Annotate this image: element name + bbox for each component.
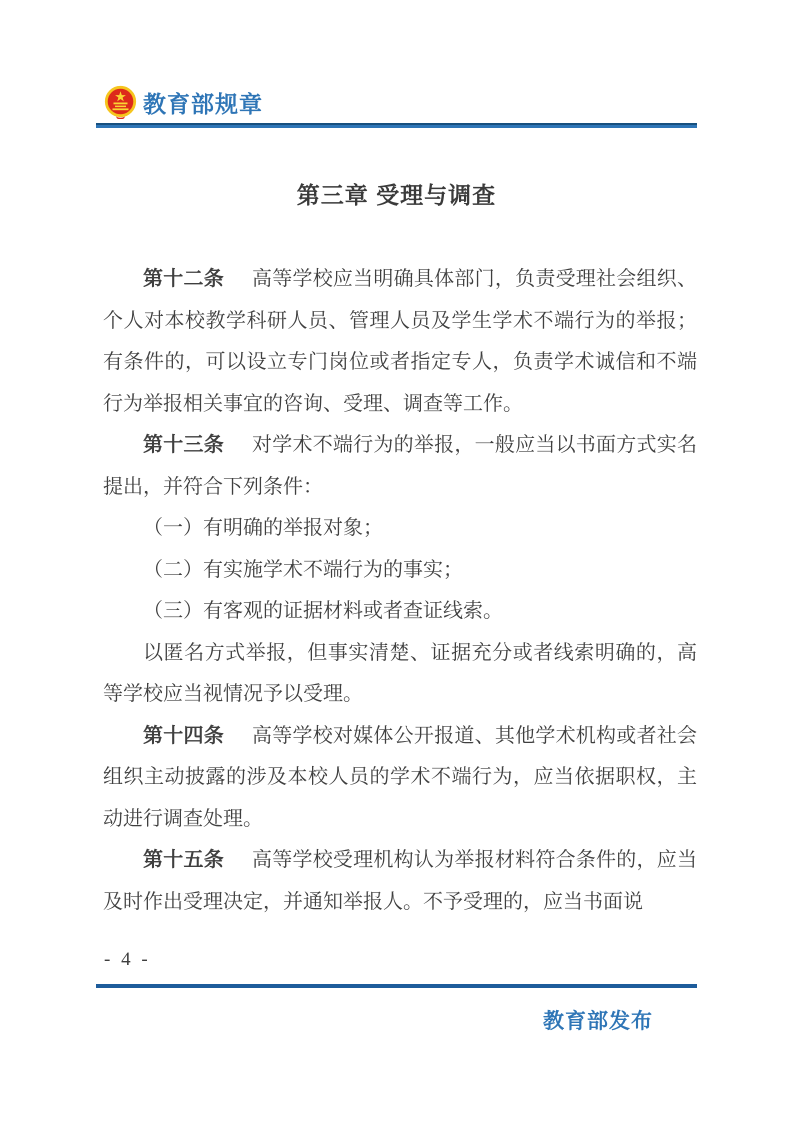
list-item: [103, 550, 697, 592]
article-text: 对学术不端行为的举报，一般应当以书面方式实名提出，并符合下列条件：: [103, 434, 698, 498]
list-item: [103, 591, 697, 633]
publisher-label: 教育部发布: [543, 1010, 653, 1033]
list-item-text: （二）有实施学术不端行为的事实；: [143, 558, 463, 581]
article-paragraph: [103, 259, 697, 425]
article-number-label: 第十三条: [143, 434, 224, 456]
chapter-title: 第三章 受理与调查: [296, 182, 497, 208]
document-body: [103, 259, 697, 923]
list-item: [103, 508, 697, 550]
article-text: 以匿名方式举报，但事实清楚、证据充分或者线索明确的，高等学校应当视情况予以受理。: [103, 641, 697, 705]
article-number-label: 第十五条: [143, 849, 224, 871]
list-item-text: （三）有客观的证据材料或者查证线索。: [143, 600, 503, 622]
article-paragraph: [103, 633, 697, 716]
page-header: [104, 85, 263, 119]
list-item-text: （一）有明确的举报对象；: [143, 517, 383, 539]
article-text: 高等学校对媒体公开报道、其他学术机构或者社会组织主动披露的涉及本校人员的学术不端行为，应当依据职权，主动进行调查处理。: [103, 724, 698, 830]
page-number: - 4 -: [104, 949, 151, 970]
footer-divider: [96, 984, 697, 988]
article-paragraph: [103, 716, 697, 841]
article-number-label: 第十四条: [143, 724, 224, 747]
article-paragraph: [103, 425, 697, 508]
article-number-label: 第十二条: [143, 268, 224, 290]
header-divider: [96, 123, 697, 128]
article-text: 高等学校应当明确具体部门，负责受理社会组织、个人对本校教学科研人员、管理人员及学生学术不端行为的举报；有条件的，可以设立专门岗位或者指定专人，负责学术诚信和不端行为举报相关事宜的咨询、受理、调查等工作。: [103, 268, 698, 415]
article-paragraph: [103, 840, 697, 923]
china-national-emblem-icon: [104, 85, 137, 119]
article-text: 高等学校受理机构认为举报材料符合条件的，应当及时作出受理决定，并通知举报人。不予受理的，应当书面说: [103, 849, 698, 913]
header-brand-text: 教育部规章: [143, 90, 263, 117]
